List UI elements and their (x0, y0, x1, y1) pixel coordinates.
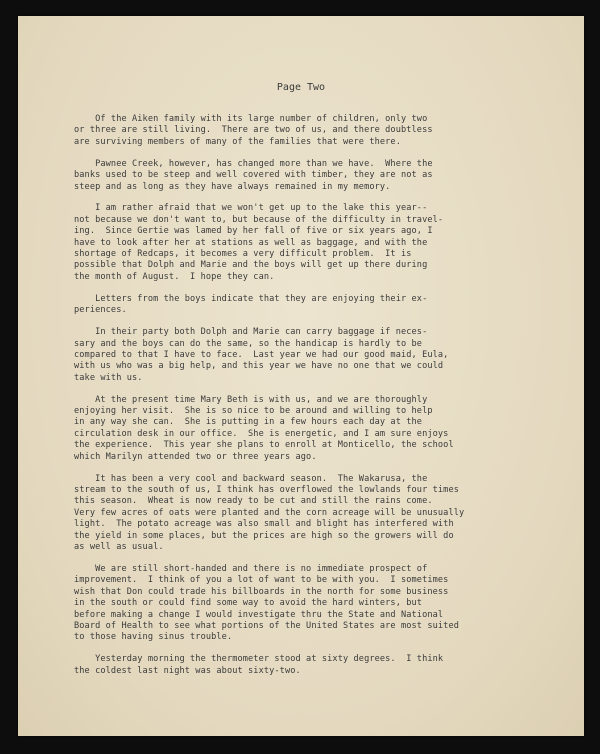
text-line: wish that Don could trade his billboards in the north for some business (74, 586, 449, 597)
text-line: steep and as long as they have always remained in my memory. (74, 181, 391, 192)
paragraph (74, 159, 554, 193)
text-line: Yesterday morning the thermometer stood at sixty degrees. I think (74, 654, 444, 665)
text-line: compared to that I have to face. Last year we had our good maid, Eula, (74, 349, 449, 360)
text-line: Very few acres of oats were planted and the corn acreage will be unusually (74, 507, 465, 518)
text-line: In their party both Dolph and Marie can carry baggage if neces- (74, 327, 428, 338)
text-line: are surviving members of many of the families that were there. (74, 136, 401, 147)
text-line: take with us. (74, 372, 143, 383)
text-line: the yield in some places, but the prices are high so the growers will do (74, 530, 454, 541)
text-line: circulation desk in our office. She is energetic, and I am sure enjoys (74, 428, 449, 439)
text-line: in any way she can. She is putting in a few hours each day at the (74, 417, 423, 428)
text-line: Pawnee Creek, however, has changed more than we have. Where the (74, 158, 433, 169)
text-line: this season. Wheat is now ready to be cut and still the rains come. (74, 496, 433, 507)
paragraph (74, 327, 554, 384)
paragraph (74, 114, 554, 148)
text-line: the month of August. I hope they can. (74, 271, 275, 282)
text-line: stream to the south of us, I think has overflowed the lowlands four times (74, 484, 459, 495)
text-line: improvement. I think of you a lot of want to be with you. I sometimes (74, 575, 449, 586)
text-line: Board of Health to see what portions of the United States are most suited (74, 620, 459, 631)
letter-page (18, 16, 584, 736)
text-line: possible that Dolph and Marie and the boys will get up there during (74, 260, 428, 271)
text-line: At the present time Mary Beth is with us, and we are thoroughly (74, 394, 428, 405)
text-line: shortage of Redcaps, it becomes a very difficult problem. It is (74, 249, 412, 260)
text-line: with us who was a big help, and this year we have no one that we could (74, 361, 444, 372)
text-line: enjoying her visit. She is so nice to be around and willing to help (74, 406, 433, 417)
paragraph (74, 203, 554, 283)
paragraph (74, 395, 554, 463)
text-line: I am rather afraid that we won't get up to the lake this year-- (74, 203, 428, 214)
paragraph (74, 474, 554, 554)
text-line: ing. Since Gertie was lamed by her fall of five or six years ago, I (74, 226, 433, 237)
text-line: to those having sinus trouble. (74, 632, 233, 643)
text-line: Of the Aiken family with its large number of children, only two (74, 114, 428, 124)
text-line: periences. (74, 305, 127, 316)
text-line: Letters from the boys indicate that they are enjoying their ex- (74, 293, 428, 304)
page-title: Page Two (276, 82, 326, 93)
text-line: not because we don't want to, but because of the difficulty in travel- (74, 214, 444, 225)
paragraph (74, 564, 554, 644)
paragraph (74, 654, 554, 677)
text-line: sary and the boys can do the same, so the handicap is hardly to be (74, 338, 423, 349)
text-line: in the south or could find some way to avoid the hard winters, but (74, 598, 423, 609)
text-line: which Marilyn attended two or three years ago. (74, 451, 317, 462)
text-line: have to look after her at stations as well as baggage, and with the (74, 237, 428, 248)
text-line: light. The potato acreage was also small and blight has interfered with (74, 519, 454, 530)
text-line: before making a change I would investigate thru the State and National (74, 609, 444, 620)
text-line: We are still short-handed and there is no immediate prospect of (74, 563, 428, 574)
letter-body (74, 114, 554, 688)
text-line: as well as usual. (74, 542, 164, 552)
text-line: or three are still living. There are two of us, and there doubtless (74, 125, 433, 136)
text-line: the experience. This year she plans to enroll at Monticello, the school (74, 440, 454, 451)
text-line: the coldest last night was about sixty-two. (74, 665, 301, 676)
text-line: banks used to be steep and well covered with timber, they are not as (74, 170, 433, 181)
text-line: It has been a very cool and backward season. The Wakarusa, the (74, 473, 428, 484)
paragraph (74, 294, 554, 317)
